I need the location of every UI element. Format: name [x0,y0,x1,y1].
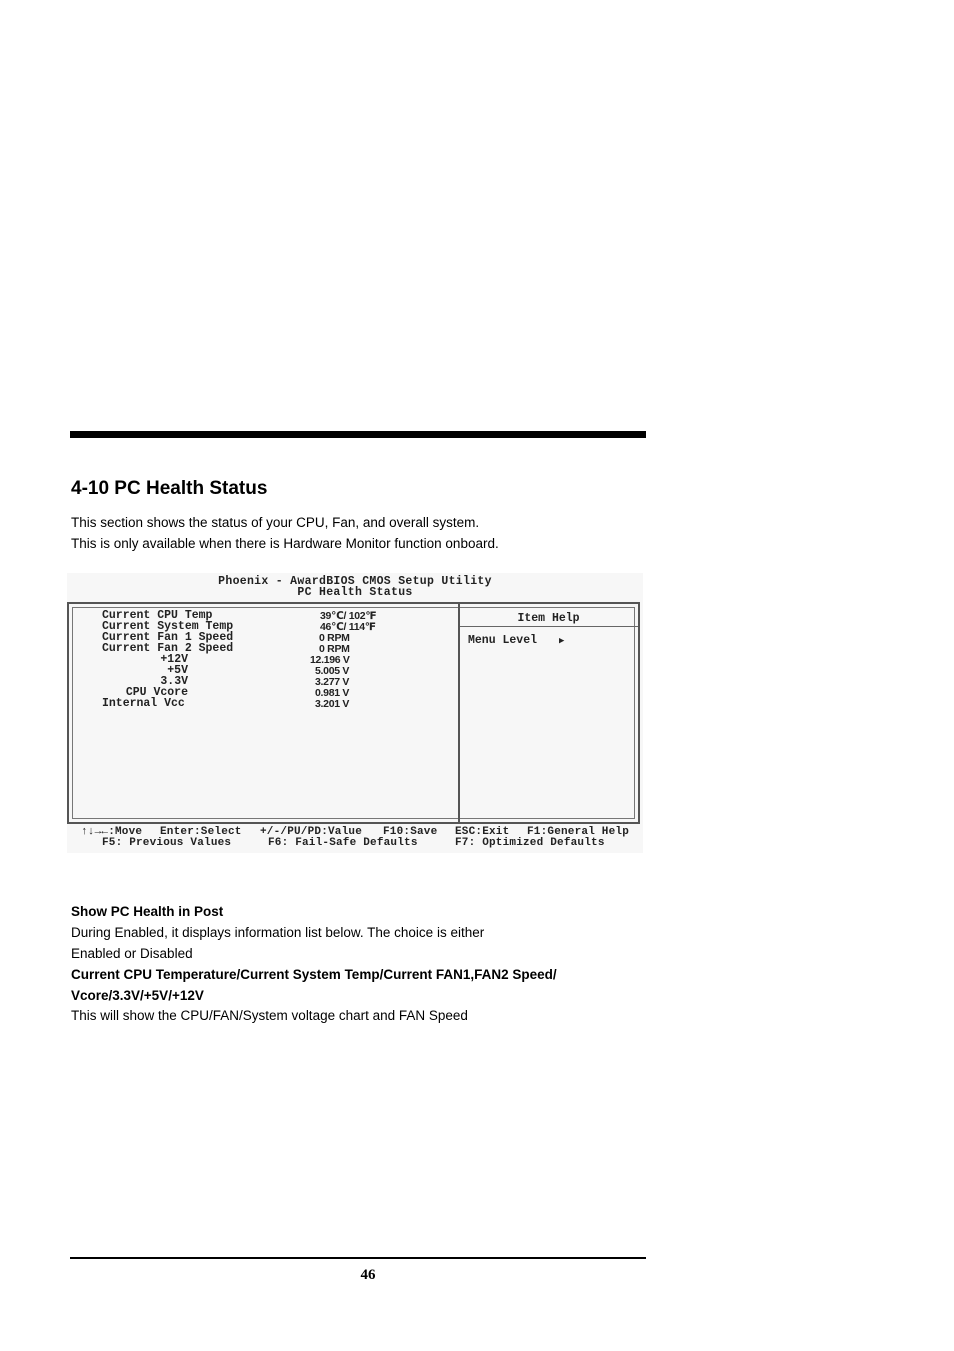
section-title: 4-10 PC Health Status [71,478,268,499]
footer-select: Enter:Select [160,826,242,838]
item-help-title: Item Help [517,612,580,625]
menu-level-label: Menu Level [468,634,538,647]
show-pc-health-line-2: Enabled or Disabled [71,946,193,961]
bios-row-cpu-temp-value: 39℃/ 102℉ [320,610,377,622]
footer-previous-values: F5: Previous Values [102,837,232,849]
bios-screenshot [67,573,643,853]
bios-row-fan2-label[interactable]: Current Fan 2 Speed [102,642,234,655]
current-readings-heading-1: Current CPU Temperature/Current System Temp/Current FAN1,FAN2 Speed/ [71,967,557,982]
bios-row-fan1-value: 0 RPM [319,632,350,644]
footer-divider [70,1257,646,1259]
bios-row-5v-value: 5.005 V [315,665,350,677]
bios-row-internal-vcc-value: 3.201 V [315,698,350,710]
bios-row-12v-label[interactable]: +12V [160,653,188,666]
intro-line-2: This is only available when there is Hardware Monitor function onboard. [71,536,499,551]
bios-row-3v3-label[interactable]: 3.3V [160,675,188,688]
footer-exit: ESC:Exit [455,826,510,838]
item-help-menu-level [468,634,564,647]
footer-move: ↑↓→←:Move [81,826,143,838]
bios-row-vcore-value: 0.981 V [315,687,350,699]
bios-row-system-temp-label[interactable]: Current System Temp [102,620,234,633]
current-readings-heading-2: Vcore/3.3V/+5V/+12V [71,988,204,1003]
footer-fail-safe-defaults: F6: Fail-Safe Defaults [268,837,418,849]
page-number: 46 [360,1267,376,1283]
item-help-rule [460,626,638,627]
bios-panel-divider [458,604,460,822]
bios-row-fan1-label[interactable]: Current Fan 1 Speed [102,631,234,644]
bios-title: Phoenix - AwardBIOS CMOS Setup Utility [218,575,492,588]
footer-value: +/-/PU/PD:Value [260,826,363,838]
show-pc-health-line-1: During Enabled, it displays information list below. The choice is either [71,925,485,940]
top-divider [70,431,646,438]
bios-row-system-temp-value: 46℃/ 114℉ [320,621,376,633]
bios-row-3v3-value: 3.277 V [315,676,350,688]
footer-general-help: F1:General Help [527,826,630,838]
intro-line-1: This section shows the status of your CPU, Fan, and overall system. [71,515,480,530]
show-pc-health-heading: Show PC Health in Post [71,904,224,919]
bios-row-5v-label[interactable]: +5V [167,664,188,677]
bios-row-cpu-temp-label[interactable]: Current CPU Temp [102,609,213,622]
bios-row-vcore-label[interactable]: CPU Vcore [125,686,188,699]
bios-subtitle: PC Health Status [297,586,413,599]
bios-row-fan2-value: 0 RPM [319,643,350,655]
bios-header [67,576,643,598]
footer-optimized-defaults: F7: Optimized Defaults [455,837,605,849]
bios-row-internal-vcc-label[interactable]: Internal Vcc [102,697,185,710]
bios-row-12v-value: 12.196 V [310,654,350,666]
current-readings-description: This will show the CPU/FAN/System voltage chart and FAN Speed [71,1008,468,1023]
arrow-right-icon: ▶ [559,636,565,646]
footer-save: F10:Save [383,826,438,838]
